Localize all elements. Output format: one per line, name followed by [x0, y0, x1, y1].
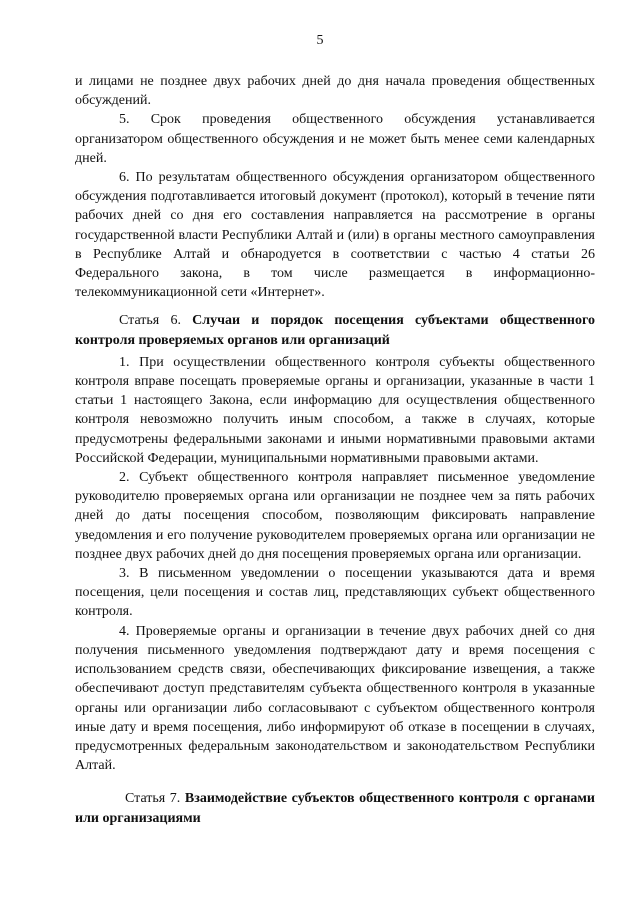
article-6-heading — [75, 311, 595, 349]
paragraph-5: 5. Срок проведения общественного обсуждения устанавливается организатором общественного обсуждения и не может быть менее семи календарных дней. — [75, 112, 595, 166]
article-6-paragraph-3: 3. В письменном уведомлении о посещении указываются дата и время посещения, цели посещения и состав лиц, представляющих субъект общественного контроля. — [75, 566, 595, 620]
article-7-heading — [75, 789, 595, 827]
article-7-label: Статья 7. — [125, 791, 181, 807]
article-6-paragraph-4: 4. Проверяемые органы и организации в течение двух рабочих дней со дня получения письменного уведомления подтверждают дату и время посещения с использованием средств связи, обеспечивающих фиксирование извещения, а также обеспечивают доступ представителям субъекта общественного контроля в указанные органы или организации либо согласовывают с субъектом общественного контроля иные дату и время посещения, либо информируют об отказе в посещении в случаях, предусмотренных федеральным законодательством и законодательством Республики Алтай. — [75, 623, 595, 774]
article-6-paragraph-1: 1. При осуществлении общественного контроля субъекты общественного контроля вправе посещать проверяемые органы и организации, указанные в части 1 статьи 1 настоящего Закона, если информацию для осуществления общественного контроля невозможно получить иным способом, а также в случаях, которые предусмотрены федеральными законами и иными нормативными правовыми актами Российской Федерации, муниципальными нормативными правовыми актами. — [75, 354, 595, 466]
page-number: 5 — [316, 33, 324, 48]
article-7-title: Взаимодействие субъектов общественного контроля с органами или организациями — [75, 791, 595, 826]
paragraph-6: 6. По результатам общественного обсуждения организатором общественного обсуждения подготавливается итоговый документ (протокол), который в течение пяти рабочих дней со дня его составления направляется на рассмотрение в органы государственной власти Республики Алтай и (или) в органы местного самоуправления в Республике Алтай и обнародуется в соответствии с частью 4 статьи 26 Федерального закона, в том числе размещается в информационно-телекоммуникационной сети «Интернет». — [75, 170, 595, 301]
article-6-label: Статья 6. — [119, 313, 181, 329]
paragraph-continuation: и лицами не позднее двух рабочих дней до дня начала проведения общественных обсуждений. — [75, 74, 595, 109]
article-6-paragraph-2: 2. Субъект общественного контроля направляет письменное уведомление руководителю проверяемых органа или организации не позднее чем за пять рабочих дней до даты посещения способом, позволяющим фиксировать направление уведомления и его получение руководителем проверяемых органа или организации не позднее двух рабочих дней до дня посещения проверяемых органа или организации. — [75, 470, 595, 562]
article-6-title: Случаи и порядок посещения субъектами общественного контроля проверяемых органов или организаций — [75, 313, 595, 348]
document-body — [75, 72, 595, 831]
